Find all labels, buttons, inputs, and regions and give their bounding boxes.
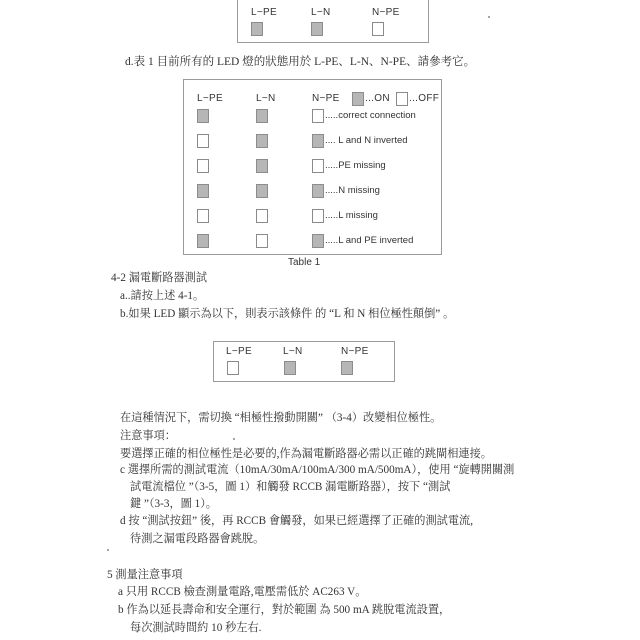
table-header-l-n: L−N bbox=[256, 93, 276, 104]
led-l-n bbox=[256, 209, 268, 223]
led-n-pe bbox=[312, 184, 324, 198]
body-line-polarity-note: 要選擇正確的相位極性是必要的,作為漏電斷路器必需以正確的跳閘相連接。 bbox=[120, 448, 492, 460]
section-4-2-heading: 4-2 漏電斷路器測試 bbox=[111, 272, 208, 284]
top-label-l-n: L−N bbox=[311, 7, 331, 18]
mid-led-n-pe bbox=[341, 361, 353, 375]
led-l-n bbox=[256, 234, 268, 248]
led-n-pe bbox=[312, 159, 324, 173]
led-l-n bbox=[256, 184, 268, 198]
body-line-item-c-1: c 選擇所需的測試電流（10mA/30mA/100mA/300 mA/500mA），使用 “旋轉開關測 bbox=[120, 464, 515, 476]
led-n-pe bbox=[312, 134, 324, 148]
section-4-2-item-b: b.如果 LED 顯示為以下，則表示該條件 的 “L 和 N 相位極性顛倒” 。 bbox=[120, 308, 455, 320]
top-led-l-n bbox=[311, 22, 323, 36]
body-line-item-d-2: 待測之漏電段路器會跳脫。 bbox=[130, 533, 265, 545]
section-5-heading: 5 測量注意事項 bbox=[107, 569, 183, 581]
body-line-switch-polarity: 在這種情況下，需切換 “相極性撥動開關” （3-4）改變相位極性。 bbox=[120, 412, 442, 424]
row-description: .... L and N inverted bbox=[325, 135, 408, 146]
led-l-n bbox=[256, 134, 268, 148]
mid-led-l-n bbox=[284, 361, 296, 375]
row-description: .....PE missing bbox=[325, 160, 386, 171]
legend-off-swatch bbox=[396, 92, 408, 106]
top-label-l-pe: L−PE bbox=[251, 7, 277, 18]
paragraph-d-table-intro: d.表 1 目前所有的 LED 燈的狀態用於 L-PE、L-N、N-PE、請參考它。 bbox=[125, 56, 476, 68]
led-l-pe bbox=[197, 159, 209, 173]
scan-speck bbox=[488, 16, 490, 18]
led-n-pe bbox=[312, 109, 324, 123]
led-l-pe bbox=[197, 234, 209, 248]
scan-speck bbox=[233, 438, 235, 440]
led-n-pe bbox=[312, 209, 324, 223]
row-description: .....correct connection bbox=[325, 110, 416, 121]
row-description: .....N missing bbox=[325, 185, 380, 196]
body-line-notes-heading: 注意事項： bbox=[120, 430, 176, 442]
section-4-2-item-a: a..請按上述 4-1。 bbox=[120, 290, 205, 302]
table-header-l-pe: L−PE bbox=[197, 93, 223, 104]
table-1-caption: Table 1 bbox=[288, 257, 321, 268]
scan-speck bbox=[107, 549, 109, 551]
legend-on-label: ...ON bbox=[365, 93, 390, 104]
top-led-l-pe bbox=[251, 22, 263, 36]
table-1-led-states bbox=[183, 79, 442, 255]
led-l-pe bbox=[197, 134, 209, 148]
body-line-item-c-2: 試電流檔位 ”（3-5，圖 1）和觸發 RCCB 漏電斷路器），按下 “測試 bbox=[130, 481, 451, 493]
top-led-n-pe bbox=[372, 22, 384, 36]
led-l-pe bbox=[197, 209, 209, 223]
led-l-n bbox=[256, 159, 268, 173]
top-led-indicator-panel bbox=[237, 0, 429, 43]
section-5-item-b-cont: 每次測試時間約 10 秒左右. bbox=[130, 622, 262, 634]
mid-label-l-pe: L−PE bbox=[226, 346, 252, 357]
top-label-n-pe: N−PE bbox=[372, 7, 400, 18]
led-l-pe bbox=[197, 184, 209, 198]
mid-led-indicator-panel bbox=[213, 341, 395, 382]
body-line-item-d-1: d 按 “測試按鈕” 後，再 RCCB 會觸發，如果已經選擇了正確的測試電流, bbox=[120, 515, 474, 527]
section-5-item-b: b 作為以延長壽命和安全運行，對於範圍 為 500 mA 跳脫電流設置， bbox=[118, 604, 451, 616]
legend-on-swatch bbox=[352, 92, 364, 106]
mid-led-l-pe bbox=[227, 361, 239, 375]
body-line-item-c-3: 鍵 ”（3-3，圖 1）。 bbox=[130, 498, 217, 510]
row-description: .....L missing bbox=[325, 210, 378, 221]
led-l-pe bbox=[197, 109, 209, 123]
mid-label-n-pe: N−PE bbox=[341, 346, 369, 357]
led-l-n bbox=[256, 109, 268, 123]
led-n-pe bbox=[312, 234, 324, 248]
mid-label-l-n: L−N bbox=[283, 346, 303, 357]
section-5-item-a: a 只用 RCCB 檢查測量電路,電壓需低於 AC263 V。 bbox=[118, 586, 367, 598]
row-description: .....L and PE inverted bbox=[325, 235, 414, 246]
legend-off-label: ...OFF bbox=[409, 93, 440, 104]
table-header-n-pe: N−PE bbox=[312, 93, 340, 104]
